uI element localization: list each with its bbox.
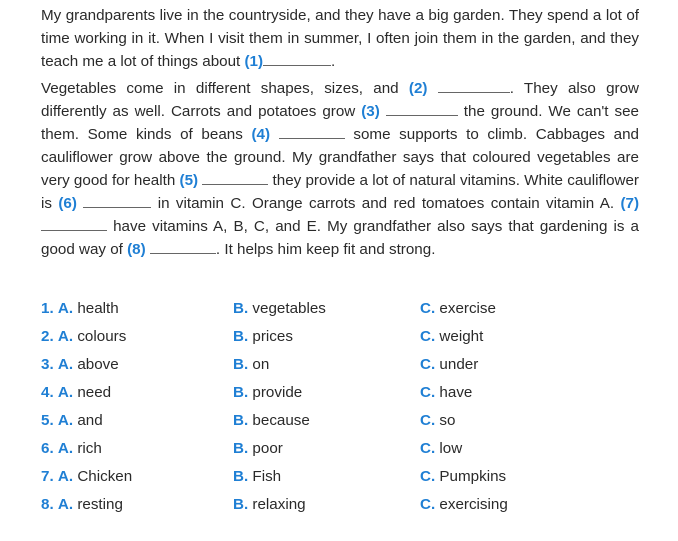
option-b[interactable] [233, 327, 293, 347]
option-c[interactable] [420, 467, 506, 487]
option-row-2 [41, 327, 641, 355]
option-c-text: exercise [439, 300, 496, 317]
option-b-text: prices [252, 328, 293, 345]
passage-text: Vegetables come in different shapes, sizes, and [41, 80, 409, 97]
option-c[interactable] [420, 355, 478, 375]
option-c[interactable] [420, 299, 496, 319]
option-a-label: A. [57, 300, 74, 317]
option-b-label: B. [233, 468, 249, 485]
option-c[interactable] [420, 327, 483, 347]
option-b-label: B. [233, 412, 249, 429]
reading-passage [41, 4, 639, 261]
option-c-text: Pumpkins [439, 468, 507, 485]
blank-number: (2) [408, 80, 428, 97]
option-row-7 [41, 467, 641, 495]
option-b[interactable] [233, 467, 281, 487]
option-c-text: weight [439, 328, 484, 345]
option-a-label: A. [57, 496, 74, 513]
answer-blank[interactable] [279, 124, 345, 139]
question-number: 6. [41, 440, 54, 457]
question-number: 4. [41, 384, 54, 401]
option-c-label: C. [420, 440, 436, 457]
blank-number: (1) [244, 53, 264, 70]
option-a-text: colours [77, 328, 127, 345]
option-c[interactable] [420, 495, 508, 515]
option-a[interactable] [41, 439, 102, 459]
answer-blank[interactable] [202, 170, 268, 185]
option-c-text: have [439, 384, 473, 401]
option-a[interactable] [41, 327, 126, 347]
option-c-text: low [439, 440, 463, 457]
passage-text: some supports to climb. Cabbages and cauliflower grow above the ground. My grandfather says that coloured vegetables are very good for health [41, 126, 639, 189]
option-c[interactable] [420, 439, 462, 459]
option-b-label: B. [233, 300, 249, 317]
passage-paragraph-1 [41, 4, 639, 73]
option-a[interactable] [41, 495, 123, 515]
answer-options [41, 299, 641, 523]
option-row-5 [41, 411, 641, 439]
passage-text: they provide a lot of natural vitamins. White cauliflower is [41, 172, 639, 212]
option-b-label: B. [233, 440, 249, 457]
option-c[interactable] [420, 411, 455, 431]
option-b-text: Fish [252, 468, 282, 485]
option-a-label: A. [57, 328, 74, 345]
option-c[interactable] [420, 383, 472, 403]
passage-text: . It helps him keep fit and strong. [215, 241, 436, 258]
option-b-text: relaxing [252, 496, 306, 513]
blank-number: (8) [127, 241, 146, 258]
option-row-4 [41, 383, 641, 411]
blank-number: (6) [58, 195, 77, 212]
option-a-label: A. [57, 356, 74, 373]
option-a[interactable] [41, 411, 103, 431]
option-b[interactable] [233, 299, 326, 319]
option-c-text: so [439, 412, 456, 429]
option-row-6 [41, 439, 641, 467]
passage-text: in vitamin C. Orange carrots and red tomatoes contain vitamin A. [151, 195, 621, 212]
option-c-label: C. [420, 328, 436, 345]
passage-text: have vitamins A, B, C, and E. My grandfather also says that gardening is a good way of [41, 218, 639, 258]
blank-number: (4) [251, 126, 271, 143]
question-number: 3. [41, 356, 54, 373]
answer-blank[interactable] [263, 51, 331, 66]
option-a-label: A. [57, 384, 74, 401]
question-number: 7. [41, 468, 54, 485]
blank-number: (3) [361, 103, 380, 120]
option-b-label: B. [233, 356, 249, 373]
option-a-label: A. [57, 440, 74, 457]
option-c-label: C. [420, 496, 436, 513]
blank-number: (7) [620, 195, 639, 212]
option-row-8 [41, 495, 641, 523]
answer-blank[interactable] [438, 78, 510, 93]
passage-text: . [331, 53, 336, 70]
option-a-text: resting [77, 496, 123, 513]
option-b-label: B. [233, 384, 249, 401]
blank-number: (5) [179, 172, 199, 189]
passage-text: . They also grow differently as well. Carrots and potatoes grow [41, 80, 639, 120]
passage-text: the ground. We can't see them. Some kinds of beans [41, 103, 639, 143]
option-a[interactable] [41, 355, 119, 375]
option-b-label: B. [233, 496, 249, 513]
option-a-text: and [77, 412, 103, 429]
option-a[interactable] [41, 383, 111, 403]
option-c-label: C. [420, 300, 436, 317]
option-a-text: health [77, 300, 119, 317]
option-b[interactable] [233, 355, 269, 375]
option-c-text: exercising [439, 496, 508, 513]
option-row-1 [41, 299, 641, 327]
passage-paragraph-2 [41, 77, 639, 261]
option-b-text: vegetables [252, 300, 326, 317]
answer-blank[interactable] [386, 101, 458, 116]
passage-text: My grandparents live in the countryside, and they have a big garden. They spend a lot of time working in it. When I visit them in summer, I often join them in the garden, and they teach me a lot of things about [41, 7, 639, 70]
question-number: 2. [41, 328, 54, 345]
option-b-text: provide [252, 384, 303, 401]
option-a-text: above [77, 356, 119, 373]
option-b[interactable] [233, 439, 283, 459]
option-a[interactable] [41, 299, 119, 319]
answer-blank[interactable] [150, 239, 216, 254]
question-number: 8. [41, 496, 54, 513]
question-number: 1. [41, 300, 54, 317]
option-b-text: because [252, 412, 310, 429]
option-a-text: need [77, 384, 112, 401]
option-b-text: poor [252, 440, 283, 457]
option-c-text: under [439, 356, 479, 373]
option-b[interactable] [233, 383, 302, 403]
option-row-3 [41, 355, 641, 383]
option-a-text: Chicken [77, 468, 133, 485]
option-c-label: C. [420, 356, 436, 373]
answer-blank[interactable] [83, 193, 151, 208]
option-c-label: C. [420, 468, 436, 485]
option-a-label: A. [57, 412, 74, 429]
question-number: 5. [41, 412, 54, 429]
option-c-label: C. [420, 384, 436, 401]
option-a-text: rich [77, 440, 102, 457]
option-b-text: on [252, 356, 270, 373]
option-a-label: A. [57, 468, 74, 485]
answer-blank[interactable] [41, 216, 107, 231]
option-b[interactable] [233, 411, 310, 431]
option-b-label: B. [233, 328, 249, 345]
option-c-label: C. [420, 412, 436, 429]
option-b[interactable] [233, 495, 306, 515]
option-a[interactable] [41, 467, 132, 487]
